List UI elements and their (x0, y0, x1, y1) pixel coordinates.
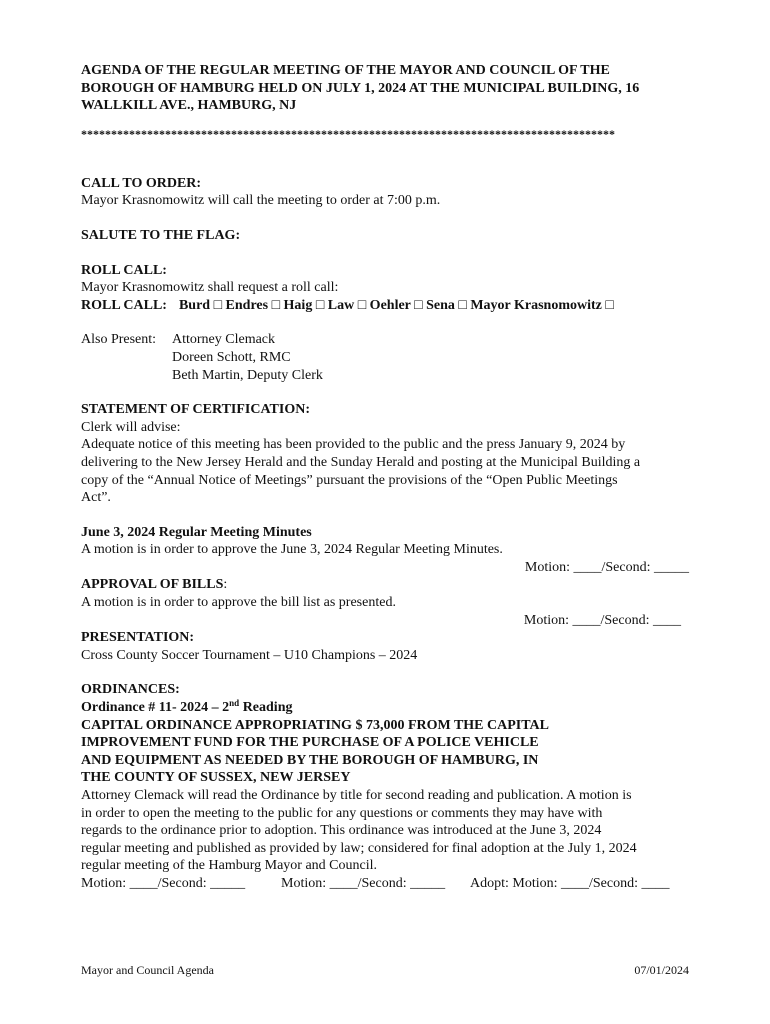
section-certification (81, 401, 691, 507)
ordinance-text-line-4: regular meeting and published as provided by law; considered for final adoption at the July 1, 2024 (81, 840, 637, 856)
roll-call-text: Mayor Krasnomowitz shall request a roll call: (81, 280, 339, 296)
minutes-motion-line: Motion: ____/Second: _____ (524, 559, 689, 575)
ordinance-adopt-motion: Adopt: Motion: ____/Second: ____ (470, 875, 670, 891)
bills-heading-colon: : (223, 577, 228, 593)
bills-motion-line: Motion: ____/Second: ____ (523, 612, 681, 628)
roll-call-members-row (81, 297, 691, 315)
certification-line-4: copy of the “Annual Notice of Meetings” pursuant the provisions of the “Open Public Meetings (81, 472, 618, 488)
ordinances-heading: ORDINANCES: (81, 682, 180, 698)
ordinance-text-line-5: regular meeting of the Hamburg Mayor and Council. (81, 858, 377, 874)
title-line-3: WALLKILL AVE., HAMBURG, NJ (81, 98, 297, 114)
roll-call-label: ROLL CALL: (81, 297, 167, 313)
section-presentation (81, 629, 691, 664)
ordinance-title-line-4: THE COUNTY OF SUSSEX, NEW JERSEY (81, 770, 351, 786)
certification-line-2: Adequate notice of this meeting has been provided to the public and the press January 9, 2024 by (81, 437, 626, 453)
certification-line-3: delivering to the New Jersey Herald and the Sunday Herald and posting at the Municipal Building a (81, 454, 641, 470)
section-minutes (81, 524, 691, 577)
section-bills (81, 576, 691, 629)
minutes-heading: June 3, 2024 Regular Meeting Minutes (81, 524, 312, 540)
presentation-heading: PRESENTATION: (81, 630, 195, 646)
title-line-2: BOROUGH OF HAMBURG HELD ON JULY 1, 2024 AT THE MUNICIPAL BUILDING, 16 (81, 80, 640, 96)
call-to-order-heading: CALL TO ORDER: (81, 175, 202, 191)
ordinance-text-line-2: in order to open the meeting to the public for any questions or comments they may have with (81, 805, 603, 821)
roll-call-members: Burd □ Endres □ Haig □ Law □ Oehler □ Sena □ Mayor Krasnomowitz □ (178, 297, 614, 313)
title-separator: ***************************************************************************************** (81, 126, 615, 141)
roll-call-heading: ROLL CALL: (81, 262, 167, 278)
also-present-deputy-clerk: Beth Martin, Deputy Clerk (172, 367, 323, 383)
call-to-order-text: Mayor Krasnomowitz will call the meeting to order at 7:00 p.m. (81, 193, 441, 209)
ordinance-motion-2: Motion: ____/Second: _____ (281, 875, 446, 891)
section-call-to-order (81, 175, 691, 210)
bills-heading-row (81, 576, 691, 594)
certification-heading: STATEMENT OF CERTIFICATION: (81, 402, 310, 418)
footer-title: Mayor and Council Agenda (81, 963, 214, 977)
ordinance-motion-row (81, 875, 691, 893)
also-present-attorney: Attorney Clemack (172, 332, 276, 348)
title-line-1: AGENDA OF THE REGULAR MEETING OF THE MAYOR AND COUNCIL OF THE (81, 63, 610, 78)
bills-heading: APPROVAL OF BILLS (81, 577, 224, 593)
certification-line-5: Act”. (81, 490, 111, 506)
ordinance-number (81, 699, 691, 717)
ordinance-number-suffix: Reading (239, 700, 293, 716)
minutes-text: A motion is in order to approve the June 3, 2024 Regular Meeting Minutes. (81, 542, 503, 558)
ordinance-number-prefix: Ordinance # 11- 2024 – 2 (81, 700, 230, 716)
ordinance-title-line-2: IMPROVEMENT FUND FOR THE PURCHASE OF A POLICE VEHICLE (81, 735, 539, 751)
ordinance-text-line-1: Attorney Clemack will read the Ordinance by title for second reading and publication. A motion is (81, 788, 632, 803)
presentation-text: Cross County Soccer Tournament – U10 Champions – 2024 (81, 647, 418, 663)
also-present-label: Also Present: (81, 332, 157, 348)
also-present-rmc: Doreen Schott, RMC (172, 349, 291, 365)
ordinance-title-line-1: CAPITAL ORDINANCE APPROPRIATING $ 73,000 FROM THE CAPITAL (81, 717, 549, 733)
section-ordinances (81, 681, 691, 892)
ordinance-title-line-3: AND EQUIPMENT AS NEEDED BY THE BOROUGH OF HAMBURG, IN (81, 752, 539, 768)
agenda-document (81, 62, 691, 893)
footer-date: 07/01/2024 (634, 963, 689, 977)
section-also-present (81, 331, 691, 384)
ordinance-motion-1: Motion: ____/Second: _____ (81, 875, 246, 891)
ordinance-text-line-3: regards to the ordinance prior to adoption. This ordinance was introduced at the June 3, 2024 (81, 823, 602, 839)
section-salute (81, 227, 691, 245)
agenda-title (81, 62, 691, 141)
bills-text: A motion is in order to approve the bill list as presented. (81, 595, 396, 611)
certification-line-1: Clerk will advise: (81, 419, 181, 435)
section-roll-call (81, 262, 691, 315)
ordinance-number-sup: nd (229, 698, 240, 709)
salute-heading: SALUTE TO THE FLAG: (81, 227, 241, 243)
